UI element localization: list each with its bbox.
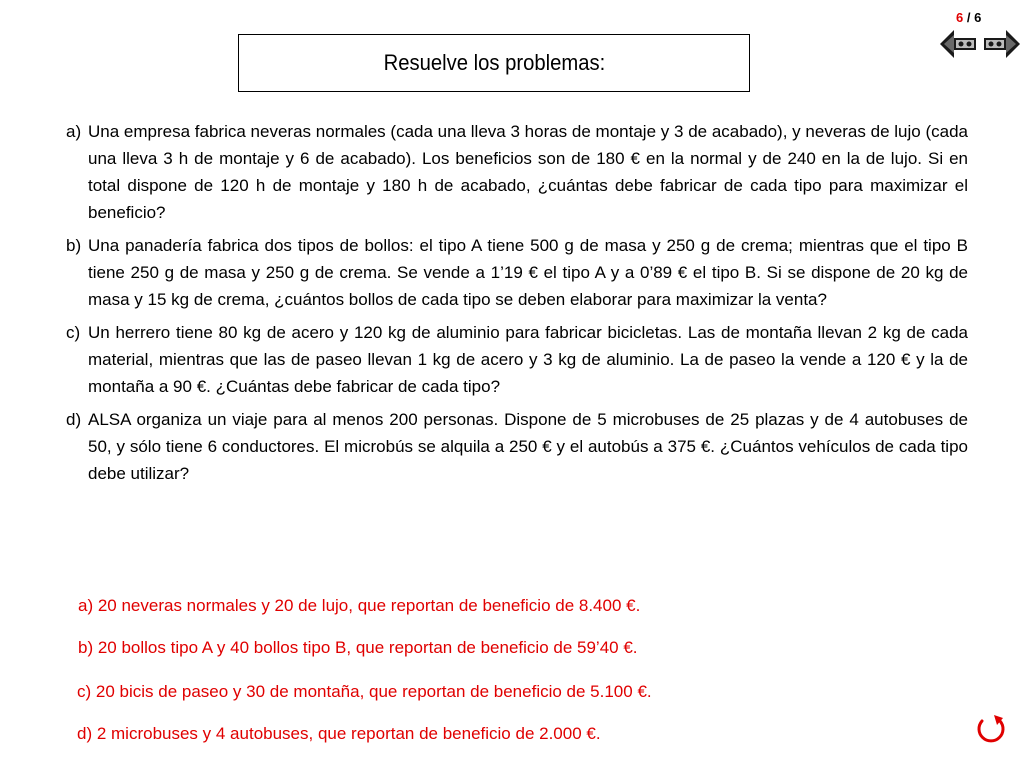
answer-item: c) 20 bicis de paseo y 30 de montaña, que reportan de beneficio de 5.100 €.: [77, 682, 652, 701]
answer-item: d) 2 microbuses y 4 autobuses, que reportan de beneficio de 2.000 €.: [77, 724, 601, 743]
page-title: Resuelve los problemas:: [383, 50, 605, 75]
problem-item: [66, 118, 968, 226]
answer-item: a) 20 neveras normales y 20 de lujo, que reportan de beneficio de 8.400 €.: [78, 596, 641, 615]
return-icon: [973, 712, 1009, 748]
problem-item: [66, 319, 968, 400]
problem-label: d): [66, 410, 82, 429]
problem-text: Un herrero tiene 80 kg de acero y 120 kg de aluminio para fabricar bicicletas. Las de montaña llevan 2 kg de cada material, mientras que las de paseo llevan 1 kg de acero y 3 kg de aluminio. La de paseo la vende a 120 € y la de montaña a 90 €. ¿Cuántas debe fabricar de cada tipo?: [88, 323, 968, 396]
answer-item: b) 20 bollos tipo A y 40 bollos tipo B, que reportan de beneficio de 59’40 €.: [78, 638, 638, 657]
prev-page-button[interactable]: [938, 26, 978, 62]
page-counter: [956, 10, 981, 25]
return-button[interactable]: [973, 712, 1009, 748]
title-box: [238, 34, 750, 92]
arrow-right-icon: [982, 26, 1022, 62]
current-page: 6: [956, 10, 964, 25]
next-page-button[interactable]: [982, 26, 1022, 62]
problem-item: [66, 406, 968, 487]
page-separator: /: [963, 10, 975, 25]
problem-text: Una panadería fabrica dos tipos de bollos: el tipo A tiene 500 g de masa y 250 g de crema; mientras que el tipo B tiene 250 g de masa y 250 g de crema. Se vende a 1’19 € el tipo A y a 0’89 € el tipo B. Si se dispone de 20 kg de masa y 15 kg de crema, ¿cuántos bollos de cada tipo se deben elaborar para maximizar la venta?: [88, 236, 968, 309]
arrow-left-icon: [938, 26, 978, 62]
problem-label: b): [66, 236, 82, 255]
problem-label: c): [66, 323, 81, 342]
problem-list: [66, 118, 968, 493]
total-pages: 6: [974, 10, 982, 25]
problem-label: a): [66, 122, 82, 141]
problem-text: Una empresa fabrica neveras normales (cada una lleva 3 horas de montaje y 3 de acabado), y neveras de lujo (cada una lleva 3 h de montaje y 6 de acabado). Los beneficios son de 180 € en la normal y de 240 en la de lujo. Si en total dispone de 120 h de montaje y 180 h de acabado, ¿cuántas debe fabricar de cada tipo para maximizar el beneficio?: [88, 122, 968, 222]
problem-text: ALSA organiza un viaje para al menos 200 personas. Dispone de 5 microbuses de 25 plazas y de 4 autobuses de 50, y sólo tiene 6 conductores. El microbús se alquila a 250 € y el autobús a 375 €. ¿Cuántos vehículos de cada tipo debe utilizar?: [88, 410, 968, 483]
problem-item: [66, 232, 968, 313]
